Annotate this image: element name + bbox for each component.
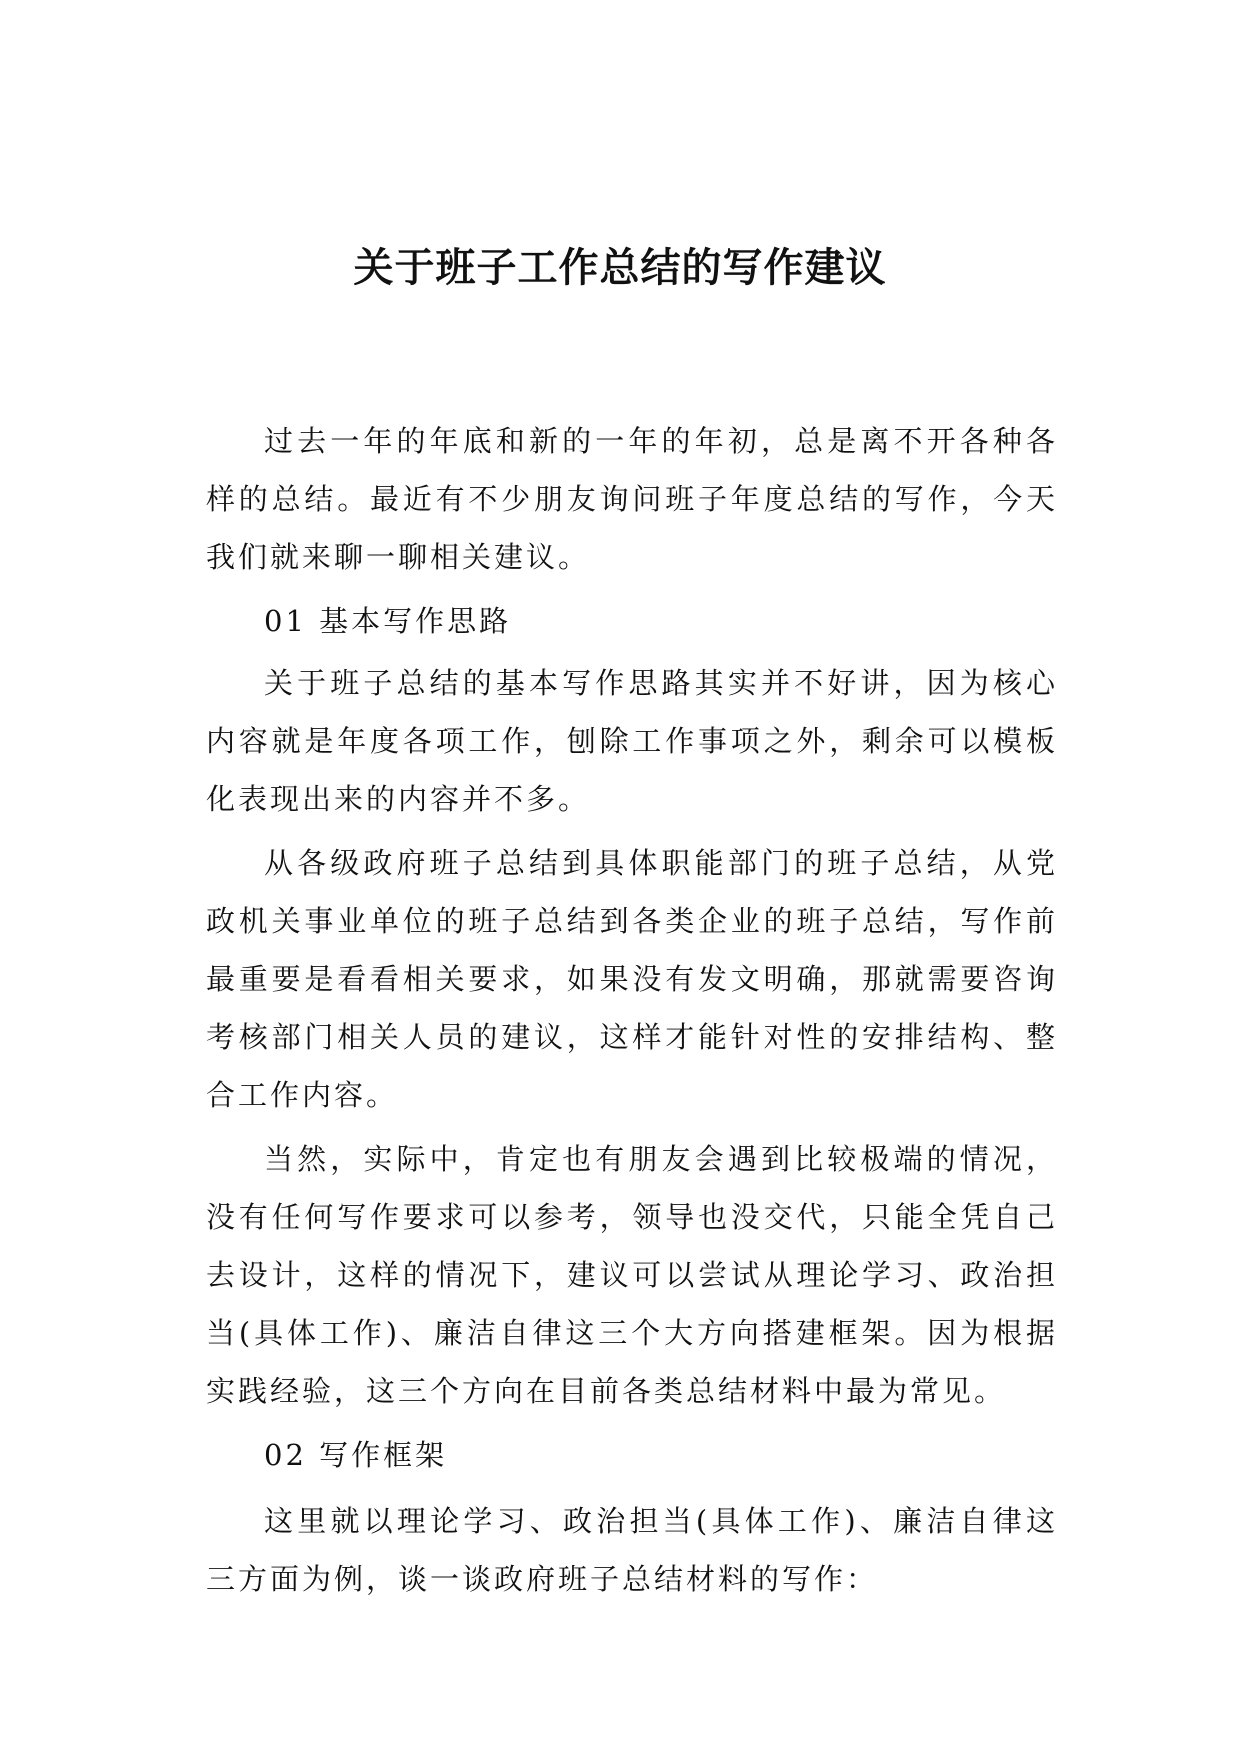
section-heading-01: 01 基本写作思路 xyxy=(264,604,512,638)
document-title: 关于班子工作总结的写作建议 xyxy=(353,244,887,291)
section-heading-02: 02 写作框架 xyxy=(264,1438,448,1472)
paragraph-extreme-case: 当然，实际中，肯定也有朋友会遇到比较极端的情况，没有任何写作要求可以参考，领导也没交代，只能全凭自己去设计，这样的情况下，建议可以尝试从理论学习、政治担当(具体工作)、廉洁自律这三个大方向搭建框架。因为根据实践经验，这三个方向在目前各类总结材料中最为常见。 xyxy=(206,1142,1058,1408)
paragraph-intro: 过去一年的年底和新的一年的年初，总是离不开各种各样的总结。最近有不少朋友询问班子年度总结的写作，今天我们就来聊一聊相关建议。 xyxy=(206,424,1058,574)
paragraph-basic-approach: 关于班子总结的基本写作思路其实并不好讲，因为核心内容就是年度各项工作，刨除工作事项之外，剩余可以模板化表现出来的内容并不多。 xyxy=(206,666,1058,816)
paragraph-framework-intro: 这里就以理论学习、政治担当(具体工作)、廉洁自律这三方面为例，谈一谈政府班子总结材料的写作： xyxy=(206,1504,1058,1596)
document-body xyxy=(206,412,1058,1614)
paragraph-requirements: 从各级政府班子总结到具体职能部门的班子总结，从党政机关事业单位的班子总结到各类企业的班子总结，写作前最重要是看看相关要求，如果没有发文明确，那就需要咨询考核部门相关人员的建议，这样才能针对性的安排结构、整合工作内容。 xyxy=(206,846,1058,1112)
